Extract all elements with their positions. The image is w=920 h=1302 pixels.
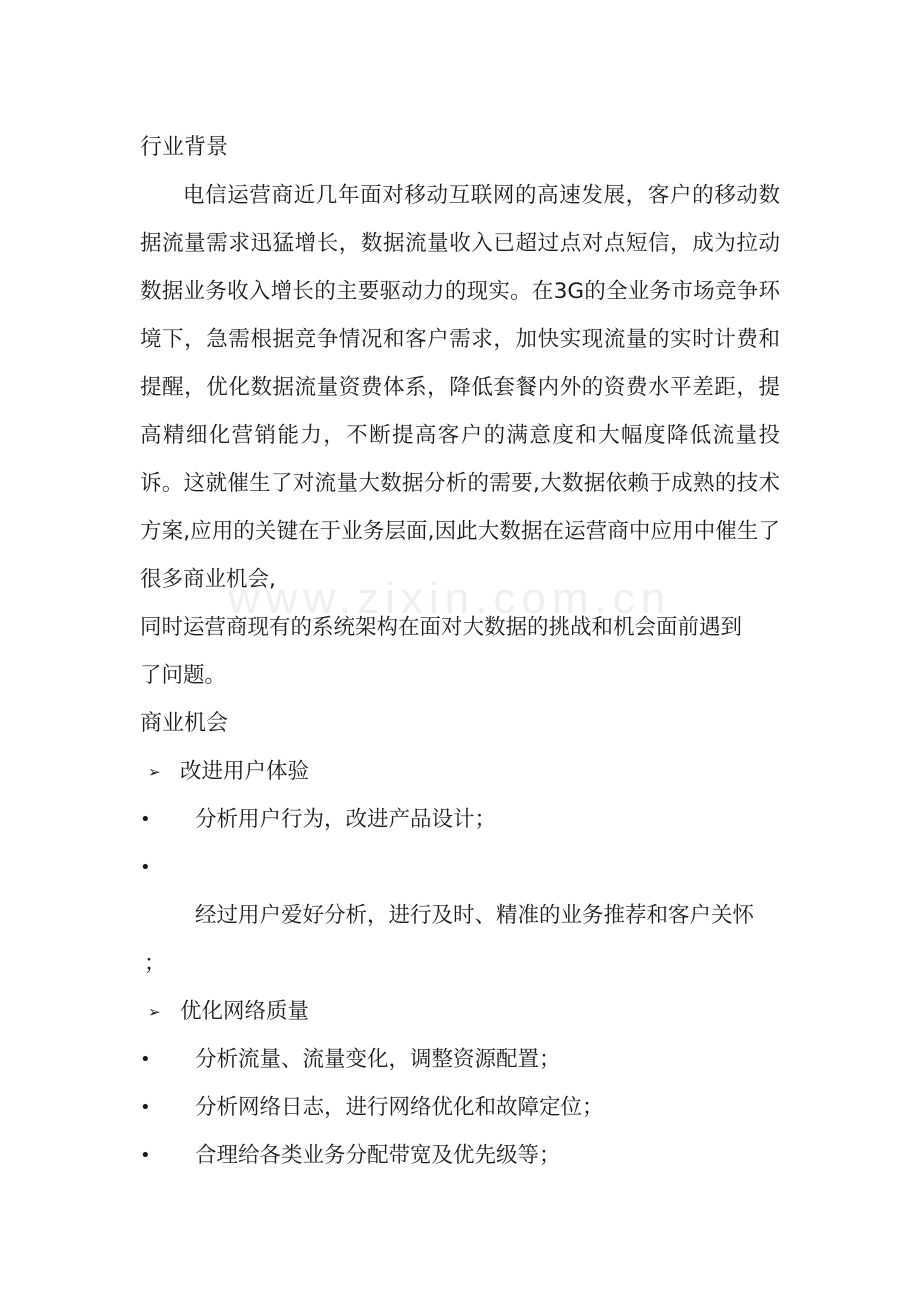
list-item-empty bbox=[140, 844, 780, 892]
list-item bbox=[140, 796, 780, 844]
list-item-text: 经过用户爱好分析，进行及时、精准的业务推荐和客户关怀 bbox=[195, 903, 755, 928]
list-item-text: 分析流量、流量变化，调整资源配置； bbox=[195, 1047, 561, 1072]
list-item bbox=[140, 1036, 780, 1084]
list-item-no-marker bbox=[140, 892, 780, 940]
bullet-dot-icon: • bbox=[140, 809, 151, 830]
list-item-text: 合理给各类业务分配带宽及优先级等； bbox=[195, 1143, 561, 1168]
bullet-dot-icon: • bbox=[140, 1049, 151, 1070]
subheading-label: 改进用户体验 bbox=[180, 759, 310, 784]
subheading-optimize-network-quality bbox=[140, 988, 780, 1036]
system-architecture-line-1: 同时运营商现有的系统架构在面对大数据的挑战和机会面前遇到 bbox=[140, 615, 743, 640]
list-item bbox=[140, 1132, 780, 1180]
subheading-improve-user-experience bbox=[140, 748, 780, 796]
system-architecture-line-2: 了问题。 bbox=[140, 663, 227, 688]
document-page bbox=[140, 124, 780, 1180]
bullet-dot-icon: • bbox=[140, 857, 151, 878]
bullet-dot-icon: • bbox=[140, 1145, 151, 1166]
bullet-dot-icon: • bbox=[140, 1097, 151, 1118]
section-title-industry-background: 行业背景 bbox=[140, 135, 229, 160]
arrow-bullet-icon: ➢ bbox=[148, 763, 161, 781]
list-item bbox=[140, 1084, 780, 1132]
arrow-bullet-icon: ➢ bbox=[148, 1003, 161, 1021]
industry-background-paragraph: 电信运营商近几年面对移动互联网的高速发展，客户的移动数据流量需求迅猛增长，数据流量收入已超过点对点短信，成为拉动数据业务收入增长的主要驱动力的现实。在3G的全业务市场竞争环境下，急需根据竞争情况和客户需求，加快实现流量的实时计费和提醒，优化数据流量资费体系，降低套餐内外的资费水平差距，提高精细化营销能力，不断提高客户的满意度和大幅度降低流量投诉。这就催生了对流量大数据分析的需要,大数据依赖于成熟的技术方案,应用的关键在于业务层面,因此大数据在运营商中应用中催生了很多商业机会, bbox=[140, 183, 780, 592]
watermark-text: www.zixin.com.cn bbox=[228, 574, 672, 623]
list-item-text: 分析用户行为，改进产品设计； bbox=[195, 807, 497, 832]
subheading-label: 优化网络质量 bbox=[180, 999, 310, 1024]
section-title-business-opportunity: 商业机会 bbox=[140, 711, 229, 736]
list-item-tail-punctuation: ； bbox=[144, 951, 166, 976]
list-item-text: 分析网络日志，进行网络优化和故障定位； bbox=[195, 1095, 604, 1120]
